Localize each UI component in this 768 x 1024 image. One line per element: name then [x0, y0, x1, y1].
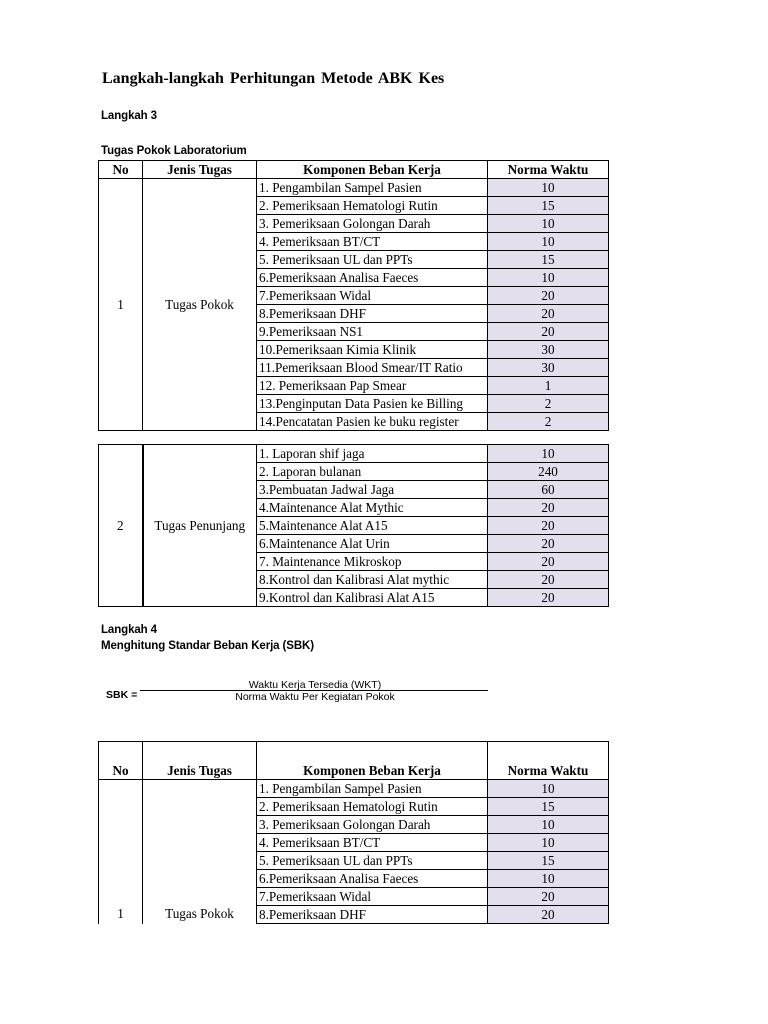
- table1-caption: Tugas Pokok Laboratorium: [101, 145, 247, 157]
- komponen-cell: 4. Pemeriksaan BT/CT: [257, 233, 488, 251]
- komponen-cell: 1. Pengambilan Sampel Pasien: [257, 780, 488, 798]
- komponen-cell: 1. Laporan shif jaga: [257, 445, 488, 463]
- document-title: Langkah-langkah Perhitungan Metode ABK Kes: [102, 70, 445, 87]
- komponen-cell: 3.Pembuatan Jadwal Jaga: [257, 481, 488, 499]
- norma-cell: 10: [488, 816, 609, 834]
- norma-cell: 20: [488, 287, 609, 305]
- norma-cell: 10: [488, 215, 609, 233]
- komponen-cell: 9.Pemeriksaan NS1: [257, 323, 488, 341]
- step3-heading: Langkah 3: [101, 110, 157, 122]
- row-group-no: 1: [99, 780, 143, 924]
- norma-cell: 15: [488, 251, 609, 269]
- col-norma-header: Norma Waktu: [488, 161, 609, 179]
- komponen-cell: 10.Pemeriksaan Kimia Klinik: [257, 341, 488, 359]
- table-row: [99, 445, 609, 463]
- col-norma-header: Norma Waktu: [488, 742, 609, 780]
- col-jenis-header: Jenis Tugas: [143, 161, 257, 179]
- table-row: [99, 780, 609, 798]
- norma-cell: 20: [488, 305, 609, 323]
- norma-cell: 10: [488, 780, 609, 798]
- komponen-cell: 6.Pemeriksaan Analisa Faeces: [257, 870, 488, 888]
- komponen-cell: 8.Pemeriksaan DHF: [257, 305, 488, 323]
- table-header-row: [99, 742, 609, 780]
- norma-cell: 30: [488, 341, 609, 359]
- komponen-cell: 11.Pemeriksaan Blood Smear/IT Ratio: [257, 359, 488, 377]
- komponen-cell: 13.Penginputan Data Pasien ke Billing: [257, 395, 488, 413]
- norma-cell: 20: [488, 535, 609, 553]
- norma-cell: 20: [488, 906, 609, 924]
- formula-numerator: Waktu Kerja Tersedia (WKT): [248, 679, 382, 691]
- norma-cell: 20: [488, 589, 609, 607]
- komponen-cell: 6.Maintenance Alat Urin: [257, 535, 488, 553]
- komponen-cell: 2. Pemeriksaan Hematologi Rutin: [257, 197, 488, 215]
- komponen-cell: 12. Pemeriksaan Pap Smear: [257, 377, 488, 395]
- table-header-row: [99, 161, 609, 179]
- norma-cell: 2: [488, 413, 609, 431]
- komponen-cell: 6.Pemeriksaan Analisa Faeces: [257, 269, 488, 287]
- norma-cell: 240: [488, 463, 609, 481]
- komponen-cell: 8.Pemeriksaan DHF: [257, 906, 488, 924]
- norma-cell: 15: [488, 852, 609, 870]
- col-komponen-header: Komponen Beban Kerja: [257, 742, 488, 780]
- komponen-cell: 3. Pemeriksaan Golongan Darah: [257, 816, 488, 834]
- norma-cell: 20: [488, 553, 609, 571]
- col-no-header: No: [99, 742, 143, 780]
- komponen-cell: 8.Kontrol dan Kalibrasi Alat mythic: [257, 571, 488, 589]
- komponen-cell: 14.Pencatatan Pasien ke buku register: [257, 413, 488, 431]
- table-body: [99, 445, 609, 607]
- komponen-cell: 7. Maintenance Mikroskop: [257, 553, 488, 571]
- table-body: [99, 179, 609, 431]
- komponen-cell: 3. Pemeriksaan Golongan Darah: [257, 215, 488, 233]
- norma-cell: 10: [488, 269, 609, 287]
- norma-cell: 10: [488, 179, 609, 197]
- norma-cell: 60: [488, 481, 609, 499]
- row-group-jenis: Tugas Penunjang: [143, 445, 257, 607]
- komponen-cell: 5.Maintenance Alat A15: [257, 517, 488, 535]
- col-jenis-header: Jenis Tugas: [143, 742, 257, 780]
- komponen-cell: 7.Pemeriksaan Widal: [257, 888, 488, 906]
- norma-cell: 20: [488, 888, 609, 906]
- komponen-cell: 1. Pengambilan Sampel Pasien: [257, 179, 488, 197]
- row-group-jenis: Tugas Pokok: [143, 780, 257, 924]
- sbk-table: [98, 741, 609, 924]
- komponen-cell: 4.Maintenance Alat Mythic: [257, 499, 488, 517]
- norma-cell: 1: [488, 377, 609, 395]
- norma-cell: 20: [488, 571, 609, 589]
- norma-cell: 15: [488, 798, 609, 816]
- komponen-cell: 7.Pemeriksaan Widal: [257, 287, 488, 305]
- norma-cell: 10: [488, 233, 609, 251]
- row-group-no: 1: [99, 179, 143, 431]
- komponen-cell: 5. Pemeriksaan UL dan PPTs: [257, 251, 488, 269]
- komponen-cell: 9.Kontrol dan Kalibrasi Alat A15: [257, 589, 488, 607]
- col-komponen-header: Komponen Beban Kerja: [257, 161, 488, 179]
- sbk-formula-label: SBK =: [106, 689, 138, 701]
- komponen-cell: 4. Pemeriksaan BT/CT: [257, 834, 488, 852]
- formula-denominator: Norma Waktu Per Kegiatan Pokok: [235, 691, 395, 703]
- step4-heading: Langkah 4: [101, 624, 157, 636]
- tugas-penunjang-table: [98, 444, 609, 607]
- table-body: [99, 780, 609, 924]
- norma-cell: 10: [488, 834, 609, 852]
- komponen-cell: 2. Pemeriksaan Hematologi Rutin: [257, 798, 488, 816]
- row-group-jenis: Tugas Pokok: [143, 179, 257, 431]
- norma-cell: 10: [488, 445, 609, 463]
- norma-cell: 2: [488, 395, 609, 413]
- col-no-header: No: [99, 161, 143, 179]
- norma-cell: 10: [488, 870, 609, 888]
- norma-cell: 20: [488, 323, 609, 341]
- norma-cell: 30: [488, 359, 609, 377]
- tugas-pokok-table: [98, 160, 609, 431]
- table-row: [99, 179, 609, 197]
- komponen-cell: 2. Laporan bulanan: [257, 463, 488, 481]
- row-group-no: 2: [99, 445, 143, 607]
- norma-cell: 20: [488, 517, 609, 535]
- komponen-cell: 5. Pemeriksaan UL dan PPTs: [257, 852, 488, 870]
- step4-subheading: Menghitung Standar Beban Kerja (SBK): [101, 640, 314, 652]
- norma-cell: 15: [488, 197, 609, 215]
- norma-cell: 20: [488, 499, 609, 517]
